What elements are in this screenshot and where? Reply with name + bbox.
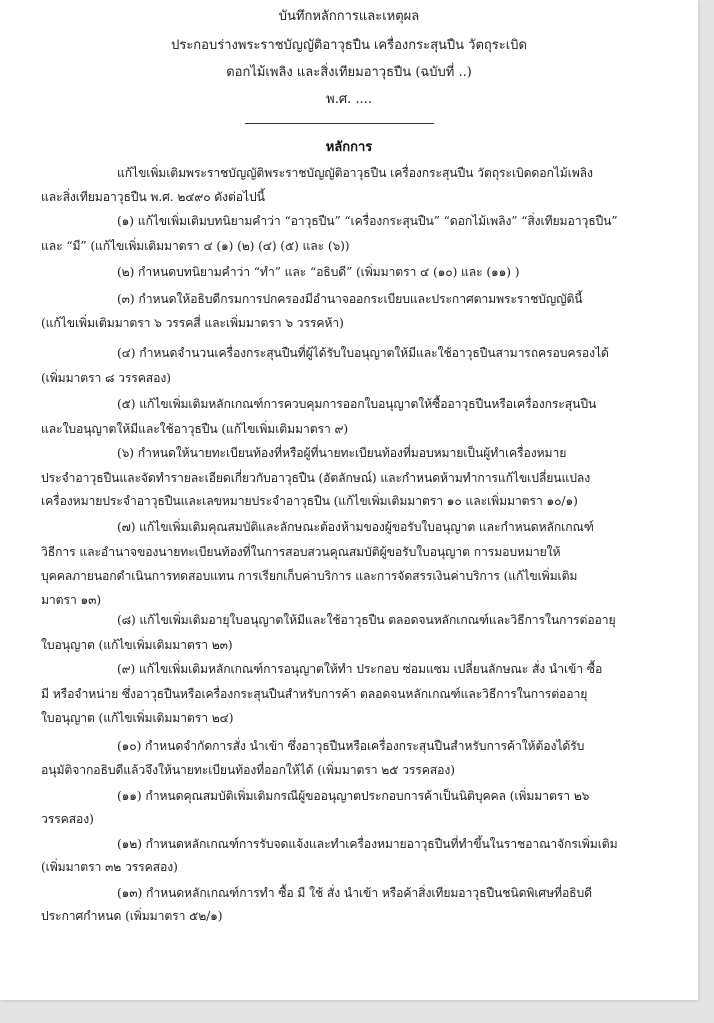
body-line: วรรคสอง) bbox=[41, 812, 94, 826]
body-line: (๑๑) กำหนดคุณสมบัติเพิ่มเติมกรณีผู้ขออนุญาตประกอบการค้าเป็นนิติบุคคล (เพิ่มมาตรา ๒๖ bbox=[117, 789, 590, 803]
body-line: (๑๒) กำหนดหลักเกณฑ์การรับจดแจ้งและทำเครื่องหมายอาวุธปืนที่ทำขึ้นในราชอาณาจักรเพิ่มเติม bbox=[117, 837, 618, 851]
body-line: และ “มี” (แก้ไขเพิ่มเติมมาตรา ๔ (๑) (๒) (๔) (๕) และ (๖)) bbox=[41, 239, 350, 253]
body-line: (๕) แก้ไขเพิ่มเติมหลักเกณฑ์การควบคุมการออกใบอนุญาตให้ซื้ออาวุธปืนหรือเครื่องกระสุนปืน bbox=[117, 397, 597, 411]
document-subtitle-line-1: ประกอบร่างพระราชบัญญัติอาวุธปืน เครื่องกระสุนปืน วัตถุระเบิด bbox=[171, 38, 527, 53]
body-line: เครื่องหมายประจำอาวุธปืนและเลขหมายประจำอาวุธปืน (แก้ไขเพิ่มเติมมาตรา ๑๐ และเพิ่มมาตรา ๑๐/๑) bbox=[41, 494, 578, 508]
body-line: บุคคลภายนอกดำเนินการทดสอบแทน การเรียกเก็บค่าบริการ และการจัดสรรเงินค่าบริการ (แก้ไขเพิ่มเติม bbox=[41, 569, 578, 583]
body-line: (๑) แก้ไขเพิ่มเติมบทนิยามคำว่า “อาวุธปืน” “เครื่องกระสุนปืน” “ดอกไม้เพลิง” “สิ่งเทียมอาวุธปืน” bbox=[117, 214, 618, 228]
body-line: (๑๓) กำหนดหลักเกณฑ์การทำ ซื้อ มี ใช้ สั่ง นำเข้า หรือค้าสิ่งเทียมอาวุธปืนชนิดพิเศษที่อธิบดี bbox=[117, 886, 592, 900]
body-line: ประจำอาวุธปืนและจัดทำรายละเอียดเกี่ยวกับอาวุธปืน (อัตลักษณ์) และกำหนดห้ามทำการแก้ไขเปลี่ยนแปลง bbox=[41, 471, 591, 485]
body-line: วิธีการ และอำนาจของนายทะเบียนท้องที่ในการสอบสวนคุณสมบัติผู้ขอรับใบอนุญาต การมอบหมายให้ bbox=[41, 545, 561, 559]
body-line: (เพิ่มมาตรา ๓๒ วรรคสอง) bbox=[41, 860, 178, 874]
body-line: และใบอนุญาตให้มีและใช้อาวุธปืน (แก้ไขเพิ่มเติมมาตรา ๙) bbox=[41, 422, 348, 436]
body-line: (๘) แก้ไขเพิ่มเติมอายุใบอนุญาตให้มีและใช้อาวุธปืน ตลอดจนหลักเกณฑ์และวิธีการในการต่ออายุ bbox=[117, 613, 616, 627]
body-line: (แก้ไขเพิ่มเติมมาตรา ๖ วรรคสี่ และเพิ่มมาตรา ๖ วรรคห้า) bbox=[41, 316, 344, 330]
body-line: ใบอนุญาต (แก้ไขเพิ่มเติมมาตรา ๒๔) bbox=[41, 711, 234, 725]
body-line: มาตรา ๑๓) bbox=[41, 593, 101, 607]
body-line: (๙) แก้ไขเพิ่มเติมหลักเกณฑ์การอนุญาตให้ทำ ประกอบ ซ่อมแซม เปลี่ยนลักษณะ สั่ง นำเข้า ซื้อ bbox=[117, 662, 603, 676]
document-subtitle-line-2: ดอกไม้เพลิง และสิ่งเทียมอาวุธปืน (ฉบับที่ ..) bbox=[226, 65, 472, 80]
body-line: (เพิ่มมาตรา ๘ วรรคสอง) bbox=[41, 371, 171, 385]
document-year: พ.ศ. .... bbox=[326, 92, 372, 107]
body-line: (๒) กำหนดบทนิยามคำว่า “ทำ” และ “อธิบดี” (เพิ่มมาตรา ๔ (๑๐) และ (๑๑) ) bbox=[117, 265, 520, 279]
body-line: อนุมัติจากอธิบดีแล้วจึงให้นายทะเบียนท้องที่ออกให้ได้ (เพิ่มมาตรา ๒๕ วรรคสอง) bbox=[41, 763, 455, 777]
body-line: ประกาศกำหนด (เพิ่มมาตรา ๕๒/๑) bbox=[41, 909, 223, 923]
document-title: บันทึกหลักการและเหตุผล bbox=[278, 9, 420, 24]
body-line: มี หรือจำหน่าย ซึ่งอาวุธปืนหรือเครื่องกระสุนปืนสำหรับการค้า ตลอดจนหลักเกณฑ์และวิธีการในการต่ออายุ bbox=[41, 687, 588, 701]
body-line: (๗) แก้ไขเพิ่มเติมคุณสมบัติและลักษณะต้องห้ามของผู้ขอรับใบอนุญาต และกำหนดหลักเกณฑ์ bbox=[117, 520, 594, 534]
body-line: (๖) กำหนดให้นายทะเบียนท้องที่หรือผู้ที่นายทะเบียนท้องที่มอบหมายเป็นผู้ทำเครื่องหมาย bbox=[117, 446, 567, 460]
body-line: และสิ่งเทียมอาวุธปืน พ.ศ. ๒๔๙๐ ดังต่อไปนี้ bbox=[41, 190, 265, 204]
body-line: (๑๐) กำหนดจำกัดการสั่ง นำเข้า ซึ่งอาวุธปืนหรือเครื่องกระสุนปืนสำหรับการค้าให้ต้องได้รับ bbox=[117, 739, 585, 753]
section-title: หลักการ bbox=[325, 140, 373, 155]
body-line: แก้ไขเพิ่มเติมพระราชบัญญัติพระราชบัญญัติอาวุธปืน เครื่องกระสุนปืน วัตถุระเบิดดอกไม้เพลิง bbox=[117, 166, 593, 180]
title-divider bbox=[245, 123, 434, 124]
body-line: (๓) กำหนดให้อธิบดีกรมการปกครองมีอำนาจออกระเบียบและประกาศตามพระราชบัญญัตินี้ bbox=[117, 292, 583, 306]
body-line: ใบอนุญาต (แก้ไขเพิ่มเติมมาตรา ๒๓) bbox=[41, 638, 233, 652]
body-line: (๔) กำหนดจำนวนเครื่องกระสุนปืนที่ผู้ได้รับใบอนุญาตให้มีและใช้อาวุธปืนสามารถครอบครองได้ bbox=[117, 346, 609, 360]
